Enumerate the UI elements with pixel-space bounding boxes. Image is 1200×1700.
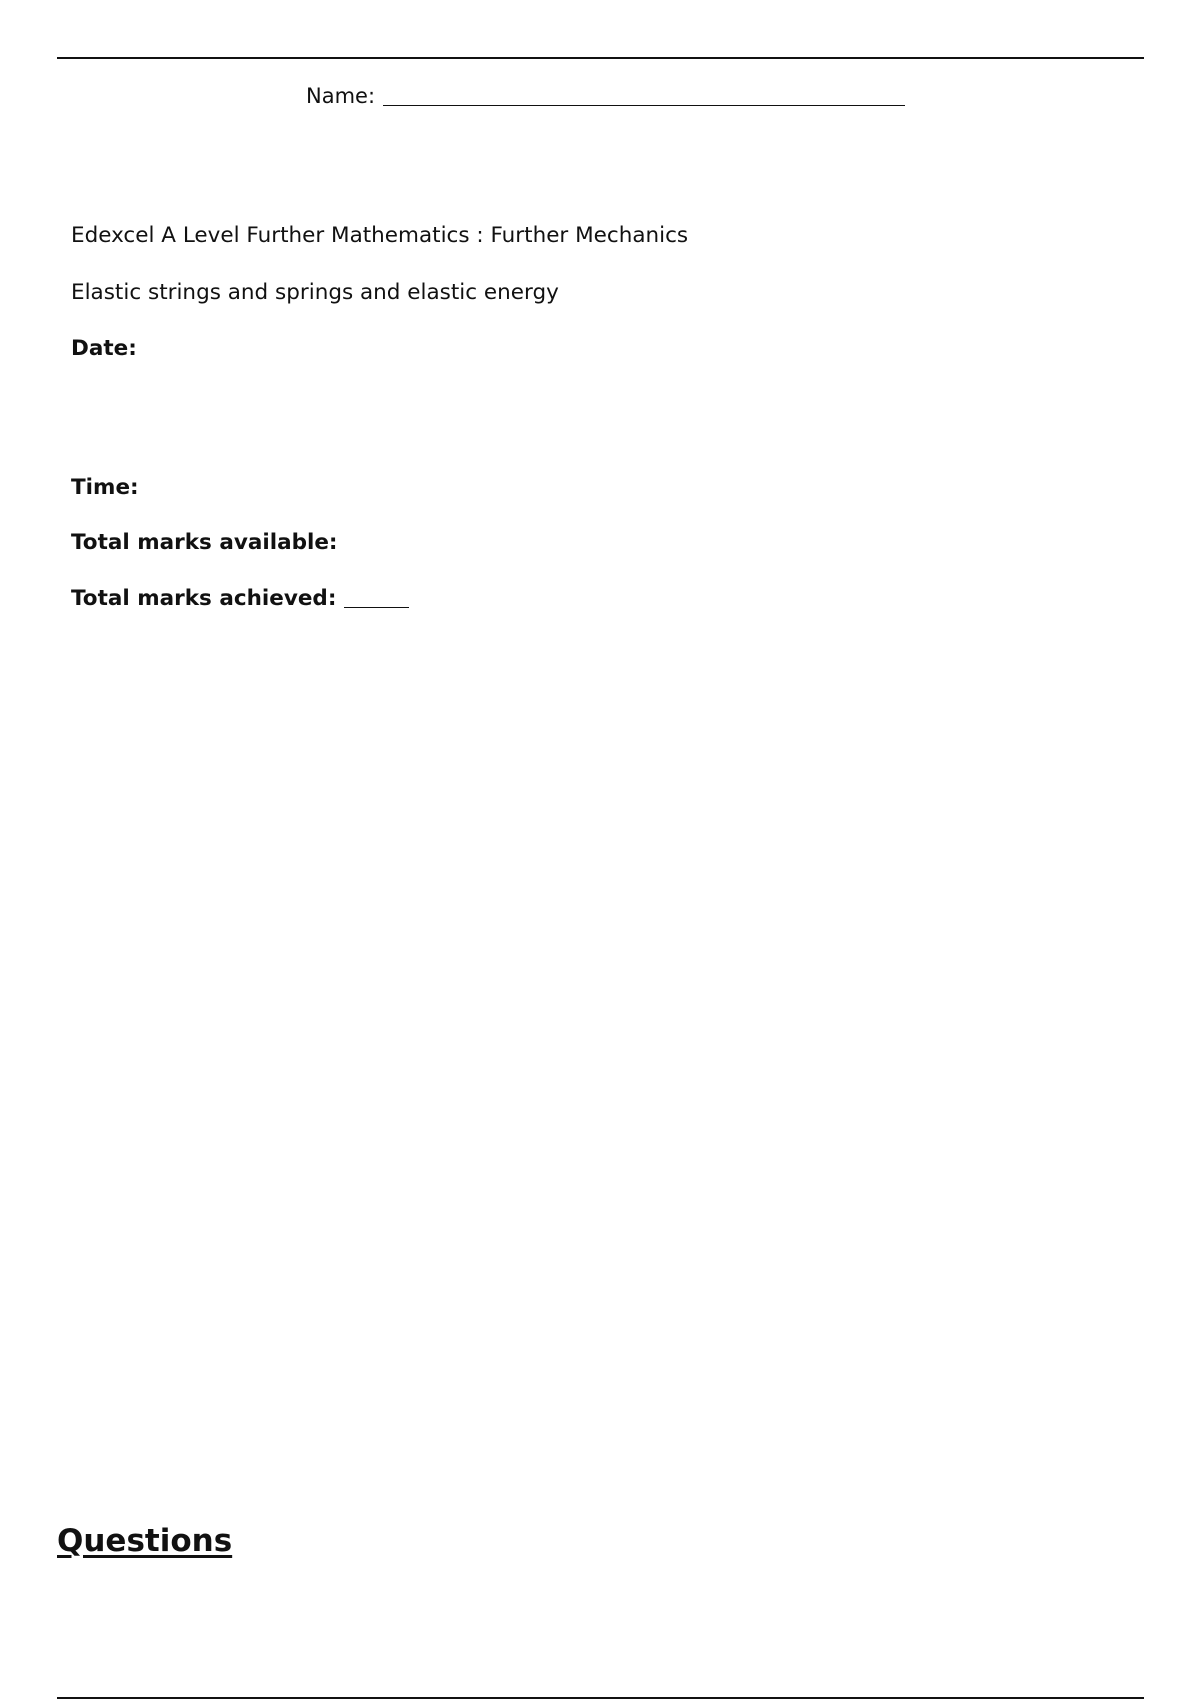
total-marks-available-label: Total marks available: [71, 530, 338, 555]
course-title: Edexcel A Level Further Mathematics : Further Mechanics [71, 223, 689, 248]
total-marks-achieved-label: Total marks achieved: [71, 586, 337, 611]
name-field-row [306, 84, 905, 108]
bottom-divider [57, 1697, 1144, 1699]
time-label: Time: [71, 475, 139, 500]
total-marks-achieved-row [71, 586, 409, 612]
top-divider [57, 57, 1144, 59]
topic-title: Elastic strings and springs and elastic energy [71, 280, 559, 305]
name-blank-line[interactable] [383, 105, 905, 106]
total-marks-achieved-blank-line[interactable] [344, 607, 409, 608]
date-label: Date: [71, 336, 137, 361]
questions-heading: Questions [57, 1523, 233, 1559]
name-label: Name: [306, 84, 376, 108]
